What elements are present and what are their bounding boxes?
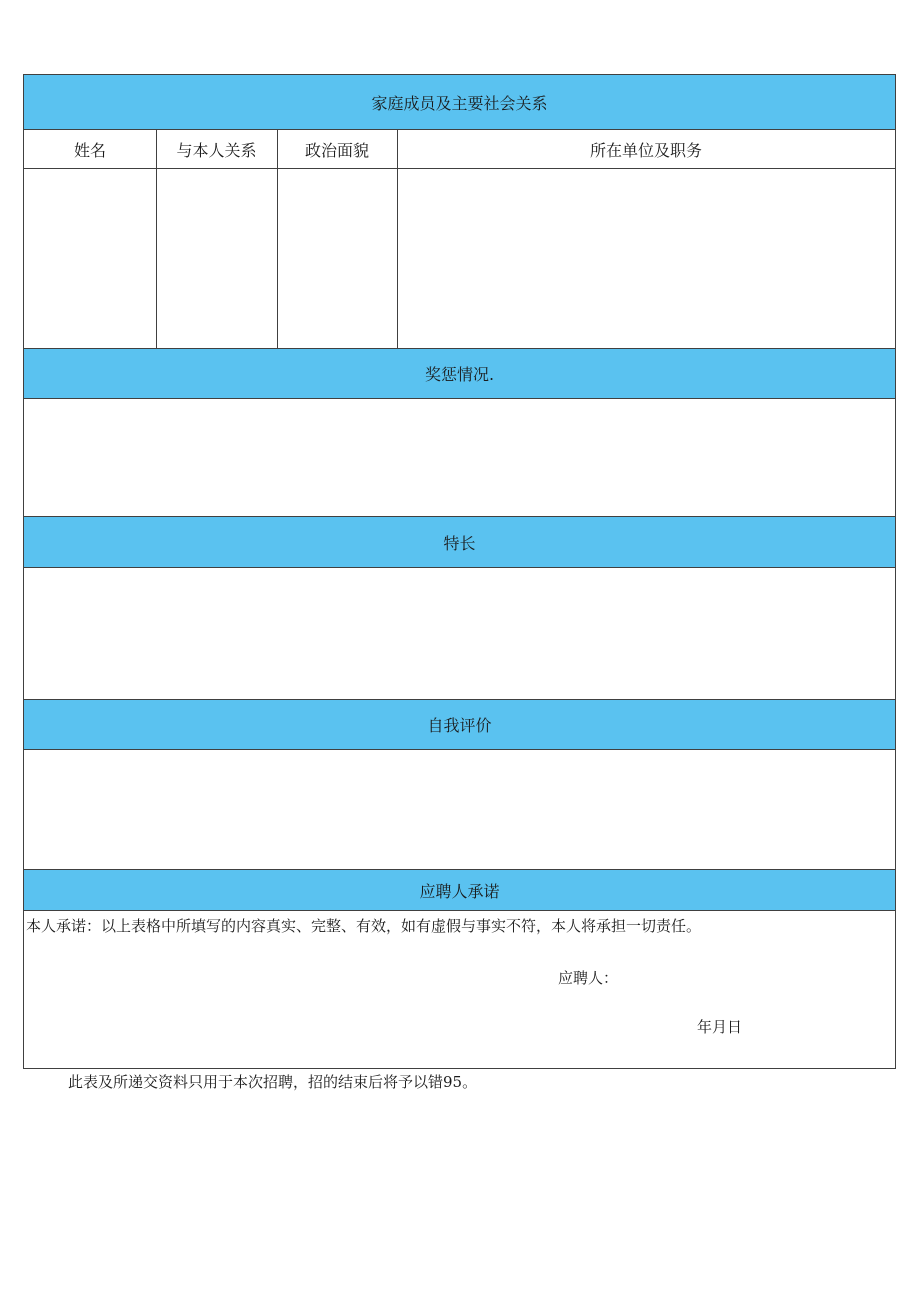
column-header-relationship: 与本人关系 <box>176 140 257 160</box>
column-header-political-status: 政治面貌 <box>304 140 369 160</box>
specialty-content-area[interactable] <box>24 568 895 699</box>
self-evaluation-section-header: 自我评价 <box>24 699 895 750</box>
family-section-header: 家庭成员及主要社会关系 <box>24 75 895 130</box>
awards-section-header: 奖惩情况. <box>24 348 895 399</box>
applicant-signature-label: 应聘人： <box>558 969 619 987</box>
self-evaluation-content-area[interactable] <box>24 750 895 869</box>
awards-content-area[interactable] <box>24 399 895 516</box>
family-member-employer-cell[interactable] <box>398 169 895 348</box>
column-header-employer-position: 所在单位及职务 <box>589 140 702 160</box>
application-form-table <box>23 74 896 1069</box>
pledge-section-header: 应聘人承诺 <box>24 869 895 911</box>
specialty-section-header: 特长 <box>24 516 895 568</box>
footnote: 此表及所递交资料只用于本次招聘，招的结束后将予以错95。 <box>68 1073 478 1091</box>
family-member-name-cell[interactable] <box>24 169 156 348</box>
column-header-name: 姓名 <box>73 140 106 160</box>
pledge-statement: 本人承诺：以上表格中所填写的内容真实、完整、有效，如有虚假与事实不符，本人将承担一切责任。 <box>26 917 702 935</box>
family-member-political-status-cell[interactable] <box>278 169 397 348</box>
signature-date-label: 年月日 <box>697 1018 743 1036</box>
family-member-relationship-cell[interactable] <box>157 169 277 348</box>
